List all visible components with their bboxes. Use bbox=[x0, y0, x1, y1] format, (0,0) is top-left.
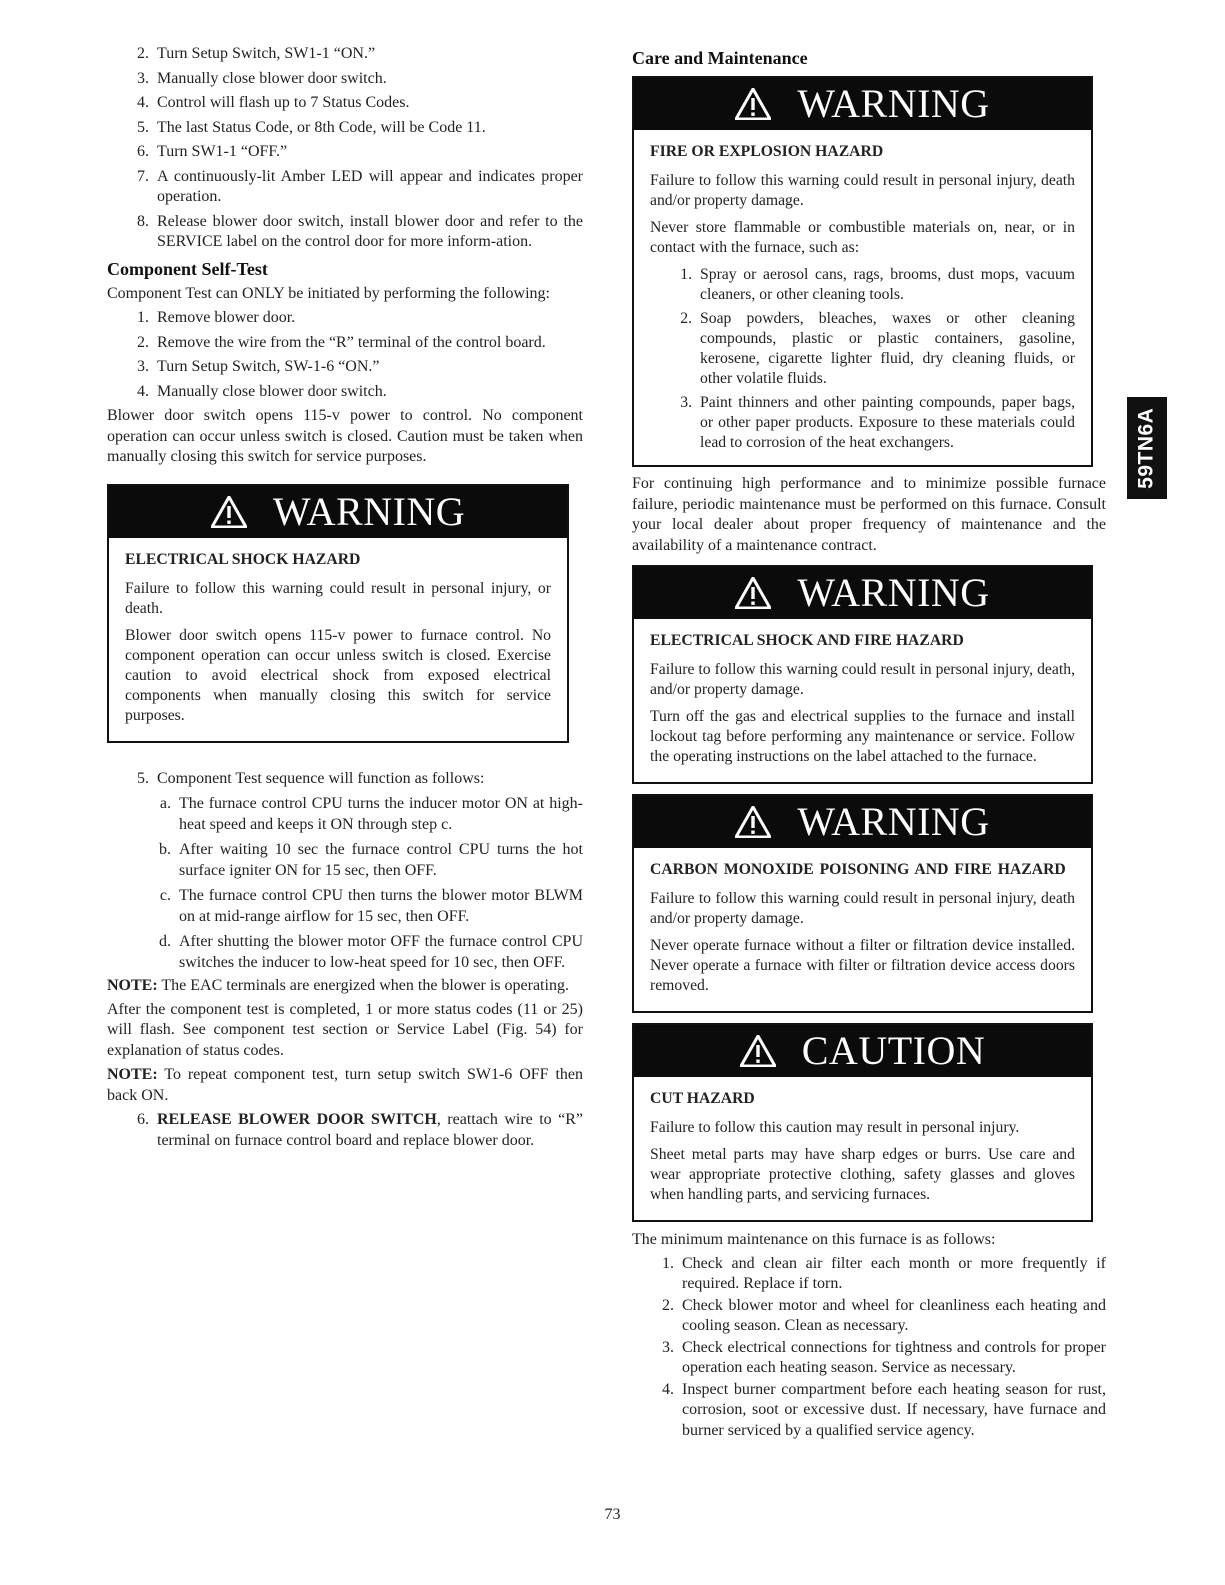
warning-paragraph: Failure to follow this warning could result in personal injury, death and/or property damage. bbox=[650, 890, 1075, 927]
list-item: 5. Component Test sequence will function as follows: bbox=[137, 769, 485, 787]
maintenance-paragraph: For continuing high performance and to minimize possible furnace failure, periodic maintenance must be performed on this furnace. Consult your local dealer about proper frequency of maintenance and the availability of a maintenance contract. bbox=[632, 475, 1106, 554]
blower-door-paragraph: Blower door switch opens 115-v power to control. No component operation can occur unless switch is closed. Caution must be taken when manually closing this switch for service purposes. bbox=[107, 407, 583, 465]
warning-banner bbox=[634, 796, 1091, 848]
list-item: 2. Soap powders, bleaches, waxes or other cleaning compounds, plastic or plastic containers, gasoline, kerosene, cigarette lighter fluid, dry cleaning fluids, or other volatile fluids. bbox=[680, 310, 1075, 387]
warning-label: WARNING bbox=[797, 570, 990, 615]
warning-label: WARNING bbox=[797, 799, 990, 844]
maintenance-list bbox=[632, 1254, 1106, 1442]
warning-banner bbox=[634, 567, 1091, 619]
list-item: 2. Remove the wire from the “R” terminal of the control board. bbox=[137, 333, 546, 351]
cut-hazard-caution-box bbox=[632, 1023, 1093, 1222]
hazard-title: FIRE OR EXPLOSION HAZARD bbox=[650, 143, 884, 160]
left-column bbox=[107, 44, 583, 1151]
warning-body bbox=[634, 619, 1091, 782]
intro-paragraph: Component Test can ONLY be initiated by performing the following: bbox=[107, 284, 550, 302]
warning-label: WARNING bbox=[272, 488, 466, 534]
component-self-test-heading: Component Self-Test bbox=[107, 258, 268, 279]
model-number: 59TN6A bbox=[1134, 407, 1158, 489]
warning-triangle-icon bbox=[735, 806, 771, 838]
list-item: d. After shutting the blower motor OFF the furnace control CPU switches the inducer to low-heat speed for 10 sec, then OFF. bbox=[159, 933, 583, 971]
hazard-title: ELECTRICAL SHOCK HAZARD bbox=[125, 550, 361, 568]
minimum-maintenance-paragraph: The minimum maintenance on this furnace is as follows: bbox=[632, 1231, 996, 1248]
list-item: 4. Inspect burner compartment before each heating season for rust, corrosion, soot or excessive dust. If necessary, have furnace and burner serviced by a qualified service agency. bbox=[662, 1380, 1106, 1439]
list-item: c. The furnace control CPU then turns the blower motor BLWM on at mid-range airflow for 15 sec, then OFF. bbox=[159, 887, 583, 925]
warning-paragraph: Turn off the gas and electrical supplies to the furnace and install lockout tag before performing any maintenance or service. Follow the operating instructions on the label attached to the furnace. bbox=[650, 708, 1075, 765]
warning-triangle-icon bbox=[735, 88, 771, 120]
hazard-title: CUT HAZARD bbox=[650, 1090, 755, 1107]
component-test-sequence-list bbox=[107, 769, 583, 974]
warning-banner bbox=[634, 78, 1091, 130]
list-item: 1. Check and clean air filter each month or more frequently if required. Replace if torn. bbox=[662, 1254, 1106, 1292]
list-item: b. After waiting 10 sec the furnace control CPU turns the hot surface igniter ON for 15 sec, then OFF. bbox=[159, 841, 583, 879]
page-number: 73 bbox=[604, 1506, 621, 1523]
list-item: 3. Manually close blower door switch. bbox=[137, 69, 387, 87]
list-item: 1. Remove blower door. bbox=[137, 309, 296, 326]
fire-explosion-warning-box bbox=[632, 76, 1093, 467]
hazard-title: ELECTRICAL SHOCK AND FIRE HAZARD bbox=[650, 632, 964, 649]
component-test-steps-list bbox=[107, 308, 583, 402]
note-eac: NOTE: The EAC terminals are energized when the blower is operating. bbox=[107, 977, 569, 994]
list-item: 3. Paint thinners and other painting compounds, paper bags, or other paper products. Exposure to these materials could lead to corrosion of the heat exchangers. bbox=[680, 394, 1075, 451]
list-item: a. The furnace control CPU turns the inducer motor ON at high-heat speed and keeps it ON through step c. bbox=[159, 795, 583, 833]
warning-body bbox=[109, 538, 567, 741]
hazard-title: CARBON MONOXIDE POISONING AND FIRE HAZARD bbox=[650, 861, 1066, 878]
list-item: 6. RELEASE BLOWER DOOR SWITCH, reattach wire to “R” terminal on furnace control board and replace blower door. bbox=[137, 1111, 583, 1149]
electrical-fire-warning-box bbox=[632, 565, 1093, 784]
caution-label: CAUTION bbox=[801, 1028, 986, 1073]
warning-triangle-icon bbox=[735, 577, 771, 609]
caution-banner bbox=[634, 1025, 1091, 1077]
list-item: 4. Control will flash up to 7 Status Codes. bbox=[137, 94, 410, 111]
warning-paragraph: Failure to follow this warning could result in personal injury, or death. bbox=[125, 579, 551, 617]
warning-body bbox=[634, 848, 1091, 1011]
warning-paragraph: Never store flammable or combustible materials on, near, or in contact with the furnace, such as: bbox=[650, 219, 1075, 256]
caution-paragraph: Failure to follow this caution may result in personal injury. bbox=[650, 1119, 1020, 1136]
warning-paragraph: Never operate furnace without a filter or filtration device installed. Never operate a furnace with filter or filtration device access doors removed. bbox=[650, 937, 1075, 994]
warning-paragraph: Failure to follow this warning could result in personal injury, death and/or property damage. bbox=[650, 172, 1075, 209]
warning-paragraph: Failure to follow this warning could result in personal injury, death, and/or property damage. bbox=[650, 661, 1075, 698]
setup-steps-list bbox=[107, 44, 583, 253]
care-maintenance-heading: Care and Maintenance bbox=[632, 48, 808, 68]
list-item: 5. The last Status Code, or 8th Code, will be Code 11. bbox=[137, 118, 486, 136]
right-column bbox=[632, 46, 1106, 1441]
warning-paragraph: Blower door switch opens 115-v power to furnace control. No component operation can occur unless switch is closed. Exercise caution to avoid electrical shock from exposed electrical components when manually closing this switch for service purposes. bbox=[125, 626, 551, 724]
after-test-paragraph: After the component test is completed, 1 or more status codes (11 or 25) will flash. See component test section or Service Label (Fig. 54) for explanation of status codes. bbox=[107, 1000, 583, 1059]
list-item: 2. Check blower motor and wheel for cleanliness each heating and cooling season. Clean as necessary. bbox=[662, 1296, 1106, 1334]
electrical-shock-warning-box bbox=[107, 484, 569, 743]
combustibles-list bbox=[650, 265, 1075, 453]
list-item: 8. Release blower door switch, install blower door and refer to the SERVICE label on the control door for more inform-ation. bbox=[137, 212, 583, 250]
list-item: 3. Check electrical connections for tightness and controls for proper operation each heating season. Service as necessary. bbox=[662, 1338, 1106, 1376]
note-repeat: NOTE: To repeat component test, turn setup switch SW1-6 OFF then back ON. bbox=[107, 1066, 583, 1104]
warning-triangle-icon bbox=[740, 1035, 776, 1067]
list-item: 2. Turn Setup Switch, SW1-1 “ON.” bbox=[137, 45, 376, 62]
caution-body bbox=[634, 1077, 1091, 1220]
list-item: 1. Spray or aerosol cans, rags, brooms, dust mops, vacuum cleaners, or other cleaning tools. bbox=[680, 266, 1075, 303]
caution-paragraph: Sheet metal parts may have sharp edges or burrs. Use care and wear appropriate protective clothing, safety glasses and gloves when handling parts, and servicing furnaces. bbox=[650, 1146, 1075, 1203]
warning-label: WARNING bbox=[797, 81, 990, 126]
list-item: 3. Turn Setup Switch, SW-1-6 “ON.” bbox=[137, 358, 380, 375]
list-item: 6. Turn SW1-1 “OFF.” bbox=[137, 143, 288, 160]
list-item: 7. A continuously-lit Amber LED will appear and indicates proper operation. bbox=[137, 167, 583, 205]
model-side-tab bbox=[1127, 397, 1167, 499]
warning-body bbox=[634, 130, 1091, 465]
warning-triangle-icon bbox=[211, 496, 247, 528]
warning-banner bbox=[109, 486, 567, 538]
carbon-monoxide-warning-box bbox=[632, 794, 1093, 1013]
release-step-list bbox=[107, 1110, 583, 1151]
list-item: 4. Manually close blower door switch. bbox=[137, 382, 387, 400]
